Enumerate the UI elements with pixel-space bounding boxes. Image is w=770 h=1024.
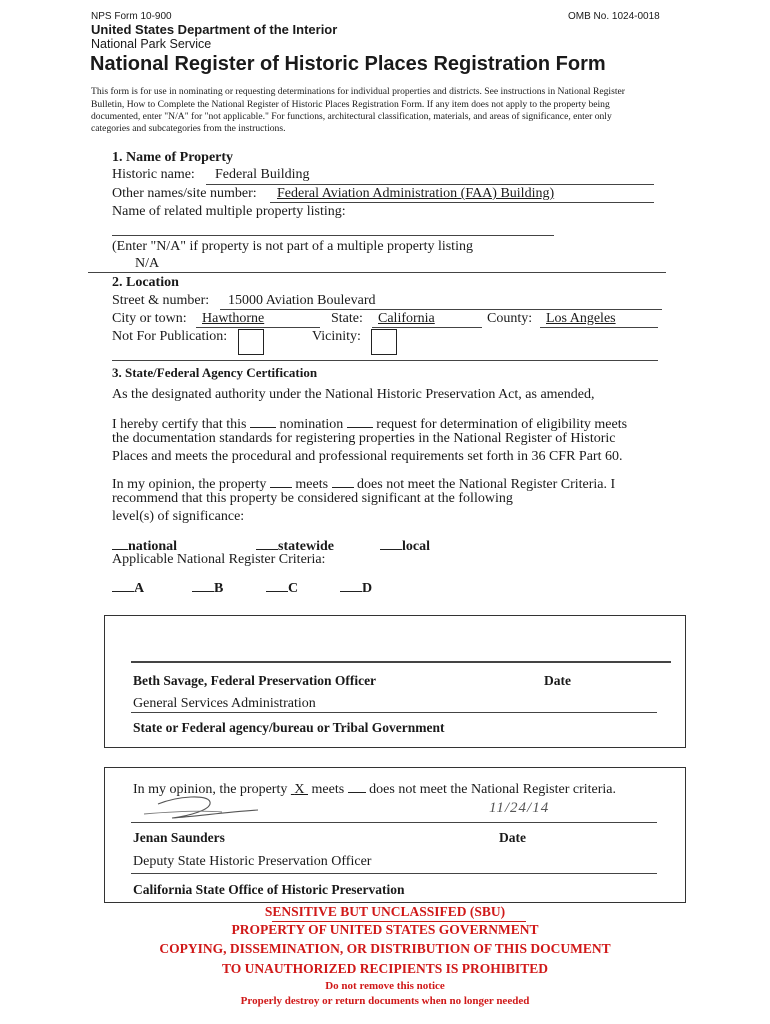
recommend-text: recommend that this property be considered significant at the following: [112, 491, 513, 506]
instructions-line-4: categories and subcategories from the instructions.: [91, 123, 286, 134]
certifier-signature-line: [131, 661, 671, 663]
not-meet-label: does not meet the National Register Criteria. I: [357, 477, 616, 492]
city-value[interactable]: Hawthorne: [202, 311, 265, 326]
section-3-heading: 3. State/Federal Agency Certification: [112, 365, 318, 380]
shpo-office: California State Office of Historic Preservation: [133, 882, 405, 897]
criterion-b-blank[interactable]: [192, 577, 214, 592]
other-names-label: Other names/site number:: [112, 186, 257, 201]
na-value[interactable]: N/A: [135, 256, 160, 271]
local-blank[interactable]: [380, 535, 402, 550]
national-label: national: [128, 539, 178, 554]
signature-icon: [138, 790, 268, 830]
county-line: [540, 327, 658, 328]
opinion-text: In my opinion, the property: [112, 477, 267, 492]
street-line: [220, 309, 662, 310]
statewide-label: statewide: [278, 539, 334, 554]
historic-name-label: Historic name:: [112, 167, 195, 182]
notice-line-4: TO UNAUTHORIZED RECIPIENTS IS PROHIBITED: [221, 961, 549, 976]
criterion-b-label: B: [214, 581, 224, 596]
not-meet-blank[interactable]: [332, 473, 354, 488]
state-line: [372, 327, 482, 328]
state-value[interactable]: California: [378, 311, 435, 326]
local-label: local: [402, 539, 430, 554]
street-label: Street & number:: [112, 293, 210, 308]
criterion-b[interactable]: [192, 577, 223, 597]
state-label: State:: [331, 311, 363, 326]
historic-name-line: [206, 184, 654, 185]
criterion-d-blank[interactable]: [340, 577, 362, 592]
shpo-title: Deputy State Historic Preservation Officer: [133, 854, 372, 869]
certifier-agency-label: State or Federal agency/bureau or Tribal Government: [133, 720, 445, 735]
county-value[interactable]: Los Angeles: [546, 311, 616, 326]
statewide-blank[interactable]: [256, 535, 278, 550]
criterion-a[interactable]: [112, 577, 144, 597]
shpo-date-label: Date: [499, 830, 526, 845]
instructions-line-2: Bulletin, How to Complete the National Register of Historic Places Registration Form. If any item does not apply to the property being: [91, 99, 610, 110]
service: National Park Service: [91, 37, 212, 51]
meets-blank[interactable]: [270, 473, 292, 488]
notice-line-2: PROPERTY OF UNITED STATES GOVERNMENT: [231, 922, 539, 937]
notice-line-3: COPYING, DISSEMINATION, OR DISTRIBUTION OF THIS DOCUMENT: [159, 941, 611, 956]
criterion-a-label: A: [134, 581, 145, 596]
criteria-label: Applicable National Register Criteria:: [112, 552, 326, 567]
shpo-opinion-text: In my opinion, the property: [133, 782, 288, 797]
level-local[interactable]: [380, 535, 430, 555]
city-label: City or town:: [112, 311, 187, 326]
shpo-meets-mark[interactable]: [291, 782, 308, 797]
criterion-c[interactable]: [266, 577, 298, 597]
shpo-mark-value: X: [294, 782, 305, 797]
city-line: [196, 327, 320, 328]
meets-label: meets: [295, 477, 329, 492]
notice-line-5: Do not remove this notice: [325, 980, 445, 992]
request-blank[interactable]: [347, 413, 373, 428]
certifier-name: Beth Savage, Federal Preservation Officer: [133, 673, 377, 688]
criterion-d-label: D: [362, 581, 373, 596]
certifier-date-label: Date: [544, 673, 571, 688]
historic-name-value[interactable]: Federal Building: [215, 167, 310, 182]
shpo-meets-label: meets: [311, 782, 345, 797]
other-names-value[interactable]: Federal Aviation Administration (FAA) Building): [277, 186, 555, 201]
shpo-name: Jenan Saunders: [133, 830, 225, 845]
other-names-line: [270, 202, 654, 203]
certifier-agency: General Services Administration: [133, 696, 316, 711]
shpo-title-line: [131, 873, 657, 874]
form-number: NPS Form 10-900: [91, 11, 172, 22]
instructions-line-1: This form is for use in nominating or requesting determinations for individual properties and districts. See instructions in National Register: [91, 86, 625, 97]
shpo-signed-date: 11/24/14: [489, 800, 550, 816]
notice-line-1: SENSITIVE BUT UNCLASSIFED (SBU): [264, 904, 506, 919]
criterion-a-blank[interactable]: [112, 577, 134, 592]
levels-text: level(s) of significance:: [112, 509, 245, 524]
section-1-divider: [88, 272, 666, 273]
shpo-signature-line: [131, 822, 657, 823]
instructions-line-3: documented, enter "N/A" for "not applicable." For functions, architectural classification, materials, and areas of significance, enter only: [91, 111, 612, 122]
nomination-blank[interactable]: [250, 413, 276, 428]
certify-line-3: Places and meets the procedural and professional requirements set forth in 36 CFR Part 60.: [112, 449, 623, 464]
request-label: request for determination of eligibility meets: [376, 417, 628, 432]
shpo-not-meet-blank[interactable]: [348, 778, 366, 793]
na-instruction: (Enter "N/A" if property is not part of a multiple property listing: [112, 239, 473, 254]
section-1-heading: 1. Name of Property: [112, 150, 234, 165]
certifier-agency-line: [131, 712, 657, 713]
criterion-d[interactable]: [340, 577, 372, 597]
certify-text: I hereby certify that this: [112, 417, 247, 432]
criterion-c-label: C: [288, 581, 299, 596]
street-value[interactable]: 15000 Aviation Boulevard: [228, 293, 376, 308]
section-2-heading: 2. Location: [112, 275, 179, 290]
multiple-listing-line: [112, 235, 554, 236]
county-label: County:: [487, 311, 533, 326]
omb-number: OMB No. 1024-0018: [568, 11, 660, 22]
vicinity-label: Vicinity:: [312, 329, 361, 344]
vicinity-checkbox[interactable]: [371, 329, 397, 355]
certify-line-1: [112, 413, 627, 433]
publication-label: Not For Publication:: [112, 329, 228, 344]
nomination-label: nomination: [279, 417, 344, 432]
section-2-divider: [112, 360, 658, 361]
department: United States Department of the Interior: [91, 22, 338, 37]
authority-text: As the designated authority under the National Historic Preservation Act, as amended,: [112, 387, 595, 402]
page-title: National Register of Historic Places Registration Form: [90, 53, 606, 75]
national-blank[interactable]: [112, 535, 128, 550]
notice-line-6: Properly destroy or return documents when no longer needed: [240, 995, 530, 1007]
publication-checkbox[interactable]: [238, 329, 264, 355]
shpo-not-meet-label: does not meet the National Register criteria.: [369, 782, 617, 797]
opinion-line-1: [112, 473, 615, 493]
criterion-c-blank[interactable]: [266, 577, 288, 592]
multiple-listing-label: Name of related multiple property listing:: [112, 204, 346, 219]
certify-line-2: the documentation standards for registering properties in the National Register of Historic: [112, 431, 616, 446]
